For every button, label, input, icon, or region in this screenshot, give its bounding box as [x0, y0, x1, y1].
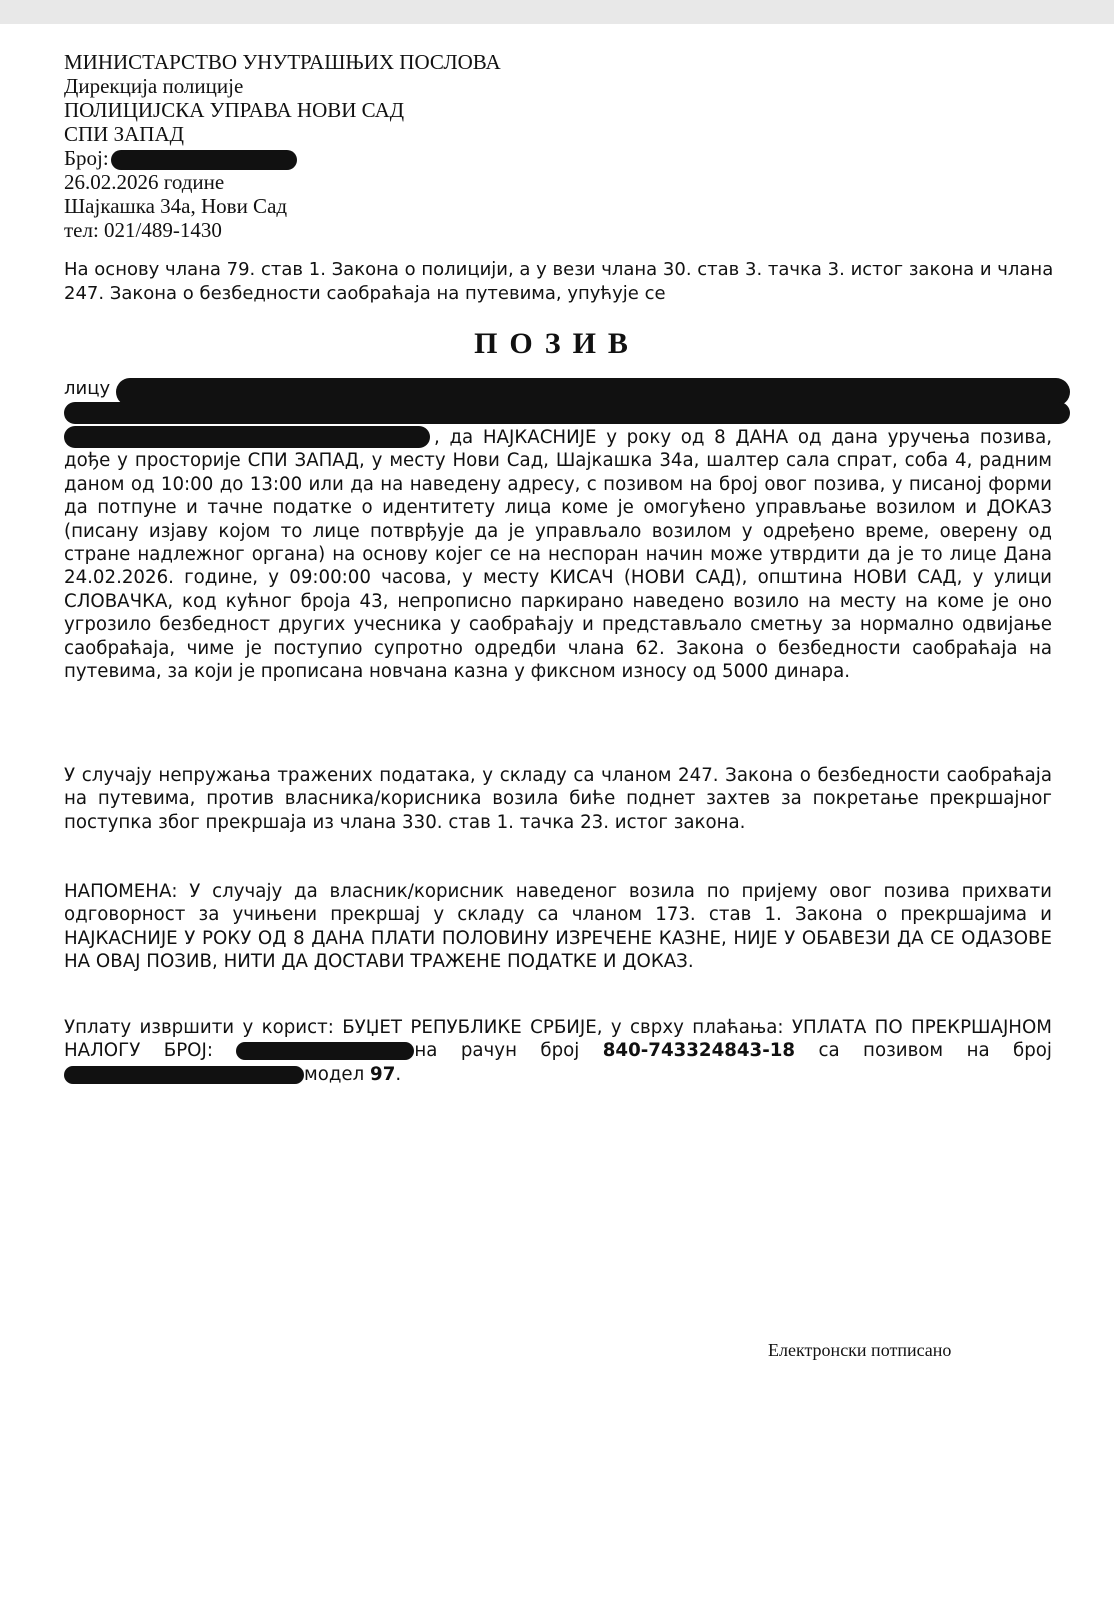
addressee-label: лицу [64, 378, 111, 399]
office-address: Шајкашка 34а, Нови Сад [64, 194, 288, 219]
unit-name: СПИ ЗАПАД [64, 122, 184, 146]
office-phone: тел: 021/489-1430 [64, 218, 222, 243]
summons-text: , да НАЈКАСНИЈЕ у року од 8 ДАНА од дана уручења позива, дође у просторије СПИ ЗАПАД, у месту Нови Сад, Шајкашка 34а, шалтер сала спрат, соба 4, радним даном од 10:00 до 13:00 или да на наведену адресу, с позивом на број овог позива, у писаној форми да потпуне и тачне податке о идентитету лица коме је омогућено управљање возилом и ДОКАЗ (писану изјаву којом то лице потврђује да је управљало возилом у одређено време, оверену од стране надлежног органа) на основу којег се на неспоран начин може утврдити да је то лице Дана 24.02.2026. године, у 09:00:00 часова, у месту КИСАЧ (НОВИ САД), општина НОВИ САД, у улици СЛОВАЧКА, код кућног броја 43, непрописно паркирано наведено возило на месту на коме је оно угрозило безбедност других учесника у саобраћају и представљало сметњу за нормално одвијање саобраћаја, чиме је поступио супротно одредби члана 62. Закона о безбедности саобраћаја на путевима, за који је прописана новчана казна у фиксном износу од 5000 динара. [64, 427, 1052, 683]
redacted-reference-number [64, 1066, 304, 1084]
summons-paragraph [64, 426, 1052, 683]
payment-model: 97 [370, 1063, 396, 1085]
account-number: 840-743324843-18 [602, 1040, 796, 1062]
directorate-name: Дирекција полиције [64, 74, 244, 98]
note-paragraph: НАПОМЕНА: У случају да власник/корисник наведеног возила по пријему овог позива прихвати одговорност за учињени прекршај у складу са чланом 173. став 1. Закона о прекршајима и НАЈКАСНИЈЕ У РОКУ ОД 8 ДАНА ПЛАТИ ПОЛОВИНУ ИЗРЕЧЕНЕ КАЗНЕ, НИЈЕ У ОБАВЕЗИ ДА СЕ ОДАЗОВЕ НА ОВАЈ ПОЗИВ, НИТИ ДА ДОСТАВИ ТРАЖЕНЕ ПОДАТКЕ И ДОКАЗ. [64, 881, 1052, 973]
administration-name: ПОЛИЦИЈСКА УПРАВА НОВИ САД [64, 98, 405, 122]
payment-end: . [395, 1063, 402, 1085]
legal-basis-intro: На основу члана 79. став 1. Закона о полицији, а у вези члана 30. став 3. тачка 3. истог закона и члана 247. Закона о безбедности саобраћаја на путевима, упућује се [64, 259, 1054, 304]
document-page [0, 24, 1114, 1600]
non-compliance-paragraph: У случају непружања тражених података, у складу са чланом 247. Закона о безбедности саобраћаја на путевима, против власника/корисника возила биће поднет захтев за покретање прекршајног поступка због прекршаја из члана 330. став 1. тачка 23. истог закона. [64, 765, 1052, 833]
payment-text-1: Уплату извршити у корист: БУЏЕТ РЕПУБЛИКЕ СРБИЈЕ, у сврху плаћања: УПЛАТА ПО ПРЕКРШАЈНОМ НАЛОГУ БРОЈ: [64, 1017, 1052, 1062]
electronic-signature-note: Електронски потписано [768, 1340, 952, 1360]
document-title: ПОЗИВ [474, 327, 640, 360]
redacted-number [111, 150, 297, 170]
payment-text-2: на рачун број [414, 1040, 580, 1062]
ministry-name: МИНИСТАРСТВО УНУТРАШЊИХ ПОСЛОВА [64, 50, 501, 74]
document-date: 26.02.2026 године [64, 170, 225, 195]
payment-paragraph [64, 1016, 1052, 1086]
redacted-addressee-line2 [64, 402, 1070, 424]
document-number [64, 146, 501, 170]
number-label: Број: [64, 146, 109, 170]
redacted-order-number [236, 1042, 414, 1060]
letterhead [64, 50, 501, 242]
payment-text-4: модел [304, 1063, 365, 1085]
payment-text-3: са позивом на број [818, 1040, 1052, 1062]
